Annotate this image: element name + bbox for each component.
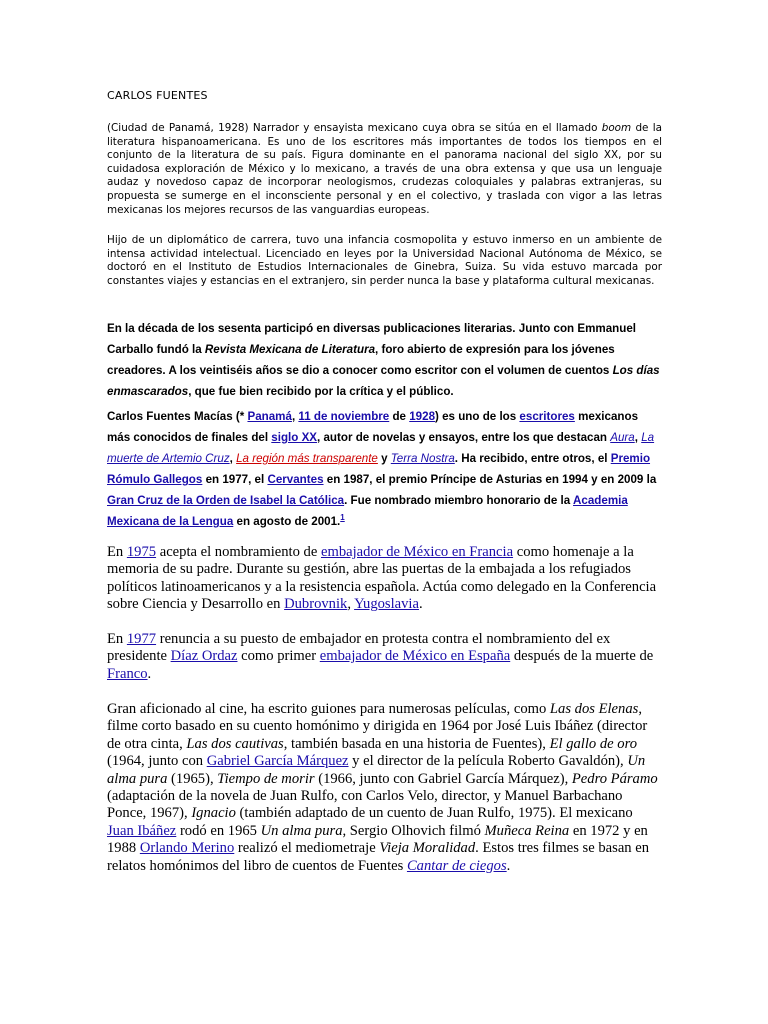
- text-run: En: [107, 544, 127, 560]
- text-run: mexicanos más conocidos de finales del: [107, 410, 639, 444]
- cinema-paragraph: [107, 701, 663, 875]
- link-siglo-xx[interactable]: siglo XX: [271, 431, 318, 444]
- italic-title: El gallo de oro: [549, 735, 637, 752]
- text-run: .: [506, 857, 511, 874]
- italic-title: Ignacio: [191, 805, 236, 822]
- text-run: . Fue nombrado miembro honorario de la: [344, 494, 574, 507]
- italic-term: boom: [601, 122, 632, 134]
- text-run: , filme corto basado en su cuento homónimo y dirigida en 1964 por José Luis Ibáñez (director de otra cinta,: [107, 701, 648, 752]
- link-aura[interactable]: Aura: [610, 431, 635, 444]
- link-embajador-francia[interactable]: embajador de México en Francia: [320, 544, 514, 560]
- text-run: , también basada en una historia de Fuentes),: [283, 735, 550, 752]
- text-run: rodó en 1965: [176, 822, 261, 839]
- text-run: de la literatura hispanoamericana. Es uno de los escritores más importantes de todos los tiempos en el conjunto de la literatura de su país. Figura dominante en el panorama nacional del siglo XX, por su cuidadosa exploración de México y lo mexicano, a través de una obra extensa y que usa un lenguaje audaz y novedoso capaz de incorporar neologismos, crudezas coloquiales y palabras extranjeras, su propuesta se sumerge en el inconsciente personal y en el colectivo, y traslada con vigor a las letras mexicanas los mejores recursos de las vanguardias europeas.: [107, 122, 662, 216]
- link-panama[interactable]: Panamá: [247, 410, 292, 423]
- text-run: (1964, junto con: [107, 753, 207, 770]
- link-yugoslavia[interactable]: Yugoslavia: [354, 596, 419, 613]
- link-franco[interactable]: Franco: [107, 665, 148, 682]
- resignation-paragraph: [107, 631, 663, 683]
- text-run: en 1987, el premio Príncipe de Asturias en 1994 y en 2009 la: [323, 473, 657, 486]
- italic-title: Un alma pura: [107, 753, 646, 787]
- text-run: y: [377, 452, 391, 465]
- page-title: CARLOS FUENTES: [107, 89, 208, 102]
- text-run: en 1972 y en 1988: [107, 822, 648, 857]
- italic-title: Las dos Elenas: [549, 701, 639, 717]
- link-muerte-artemio-cruz[interactable]: La muerte de Artemio Cruz: [107, 431, 655, 465]
- italic-title: Vieja Moralidad: [379, 840, 476, 857]
- italic-title: Pedro Páramo: [571, 770, 658, 787]
- text-run: ,: [291, 410, 299, 423]
- text-run: .: [418, 596, 423, 613]
- text-run: En la década de los sesenta participó en diversas publicaciones literarias. Junto con Emmanuel Carballo fundó la: [107, 322, 636, 356]
- link-terra-nostra[interactable]: Terra Nostra: [390, 452, 455, 465]
- text-run: .: [147, 665, 152, 682]
- link-11-noviembre[interactable]: 11 de noviembre: [298, 410, 390, 423]
- embassy-france-paragraph: [107, 544, 663, 614]
- text-run: , foro abierto de expresión para los jóvenes creadores. A los veintiséis años se dio a conocer como escritor con el volumen de cuentos: [107, 343, 615, 377]
- text-run: En: [107, 631, 127, 647]
- link-juan-ibanez[interactable]: Juan Ibáñez: [107, 822, 177, 839]
- italic-title: Tiempo de morir: [217, 770, 315, 787]
- text-run: ) es uno de los: [435, 410, 520, 423]
- link-reference-1[interactable]: 1: [340, 513, 345, 523]
- italic-title: Los días enmascarados: [107, 364, 660, 398]
- link-orlando-merino[interactable]: Orlando Merino: [139, 840, 235, 857]
- text-run: ,: [229, 452, 237, 465]
- text-run: realizó el mediometraje: [234, 840, 380, 857]
- italic-title: Las dos cautivas: [186, 735, 284, 752]
- text-run: acepta el nombramiento de: [156, 544, 321, 560]
- link-cantar-de-ciegos[interactable]: Cantar de ciegos: [406, 857, 507, 874]
- text-run: , que fue bien recibido por la crítica y el público.: [188, 385, 454, 398]
- text-run: y el director de la película Roberto Gavaldón),: [348, 753, 628, 770]
- intro-paragraph: [107, 122, 662, 217]
- text-run: en 1977, el: [202, 473, 268, 486]
- text-run: como primer: [237, 648, 320, 665]
- text-run: ,: [634, 431, 642, 444]
- text-run: ,: [347, 596, 355, 613]
- link-academia-mexicana[interactable]: Academia Mexicana de la Lengua: [107, 494, 628, 528]
- text-run: de: [389, 410, 410, 423]
- text-run: Gran aficionado al cine, ha escrito guiones para numerosas películas, como: [107, 701, 550, 717]
- link-premio-romulo-gallegos[interactable]: Premio Rómulo Gallegos: [107, 452, 651, 486]
- link-dubrovnik[interactable]: Dubrovnik: [284, 596, 348, 613]
- sixties-paragraph: [107, 318, 662, 402]
- link-gran-cruz-isabel[interactable]: Gran Cruz de la Orden de Isabel la Católica: [107, 494, 345, 507]
- italic-title: Un alma pura: [260, 822, 343, 839]
- text-run: renuncia a su puesto de embajador en protesta contra el nombramiento del ex presidente: [107, 631, 611, 665]
- italic-title: Revista Mexicana de Literatura: [204, 343, 376, 356]
- text-run: (también adaptado de un cuento de Juan Rulfo, 1975). El mexicano: [235, 805, 633, 822]
- link-1977[interactable]: 1977: [126, 631, 157, 647]
- link-diaz-ordaz[interactable]: Díaz Ordaz: [170, 648, 238, 665]
- text-run: (1965),: [167, 770, 218, 787]
- link-escritores[interactable]: escritores: [519, 410, 575, 423]
- text-run: , Sergio Olhovich filmó: [342, 822, 485, 839]
- link-cervantes[interactable]: Cervantes: [267, 473, 324, 486]
- text-run: (adaptación de la novela de Juan Rulfo, con Carlos Velo, director, y Manuel Barbachano Ponce, 1967),: [107, 788, 623, 822]
- text-run: , autor de novelas y ensayos, entre los que destacan: [317, 431, 611, 444]
- italic-title: Muñeca Reina: [484, 822, 570, 839]
- biography-paragraph: Hijo de un diplomático de carrera, tuvo una infancia cosmopolita y estuvo inmerso en un ambiente de intensa actividad intelectual. Licenciado en leyes por la Universidad Nacional Autónoma de México, se doctoró en el Instituto de Estudios Internacionales de Ginebra, Suiza. Su vida estuvo marcada por constantes viajes y estancias en el extranjero, sin perder nunca la base y plataforma cultural mexicanas.: [107, 234, 662, 287]
- text-run: . Ha recibido, entre otros, el: [454, 452, 611, 465]
- link-gabriel-garcia-marquez[interactable]: Gabriel García Márquez: [206, 753, 349, 770]
- link-1975[interactable]: 1975: [126, 544, 157, 560]
- wiki-paragraph: [107, 406, 662, 532]
- text-run: en agosto de 2001.: [233, 515, 341, 528]
- text-run: después de la muerte de: [510, 648, 654, 665]
- text-run: . Estos tres filmes se basan en relatos homónimos del libro de cuentos de Fuentes: [107, 840, 650, 874]
- text-run: (Ciudad de Panamá, 1928) Narrador y ensayista mexicano cuya obra se sitúa en el llamado: [107, 122, 602, 134]
- link-1928[interactable]: 1928: [409, 410, 436, 423]
- text-run: como homenaje a la memoria de su padre. Durante su gestión, abre las puertas de la embajada a los refugiados políticos latinoamericanos y a la resistencia española. Actúa como delegado en la Conferencia sobre Ciencia y Desarrollo en: [107, 544, 657, 613]
- text-run: (1966, junto con Gabriel García Márquez),: [314, 770, 572, 787]
- text-run: Carlos Fuentes Macías (*: [107, 410, 248, 423]
- link-region-mas-transparente[interactable]: La región más transparente: [236, 452, 378, 465]
- link-embajador-espana[interactable]: embajador de México en España: [319, 648, 511, 665]
